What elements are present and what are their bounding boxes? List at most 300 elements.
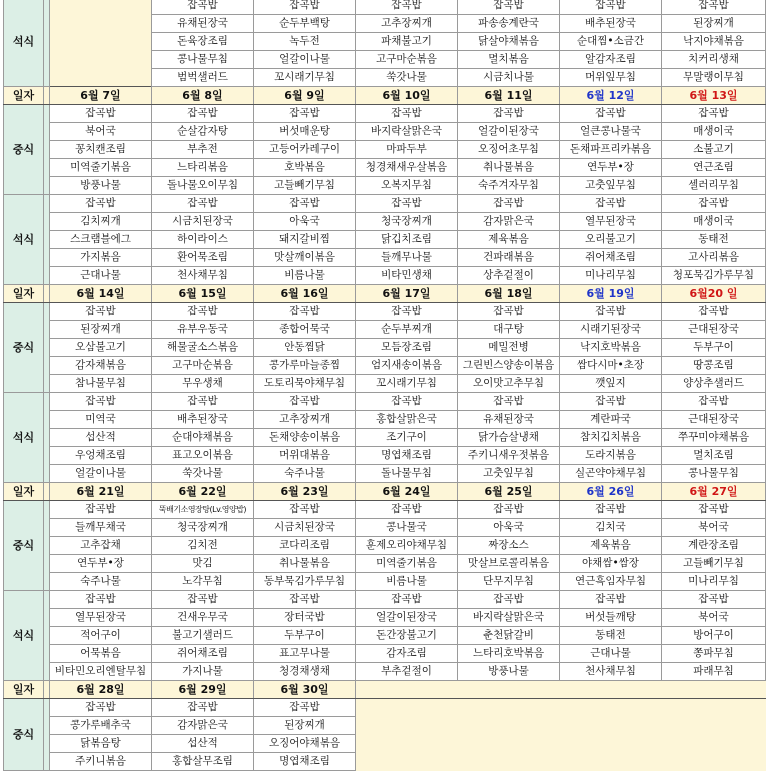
menu-item: 오리불고기 (560, 231, 662, 249)
menu-item: 잡곡밥 (560, 105, 662, 123)
menu-item: 잡곡밥 (458, 105, 560, 123)
menu-item: 버섯매운탕 (254, 123, 356, 141)
menu-item: 스크램블에그 (50, 231, 152, 249)
menu-item: 근대나물 (560, 645, 662, 663)
menu-item: 닭살야채볶음 (458, 33, 560, 51)
menu-row (4, 699, 766, 717)
menu-item: 주키니볶음 (50, 753, 152, 771)
menu-item: 잡곡밥 (254, 195, 356, 213)
menu-item: 얼갈이나물 (254, 51, 356, 69)
menu-item: 상추겉절이 (458, 267, 560, 285)
menu-item: 방어구이 (662, 627, 766, 645)
menu-item: 감자맑은국 (458, 213, 560, 231)
menu-item: 어묵볶음 (50, 645, 152, 663)
menu-item: 바지락살맑은국 (356, 123, 458, 141)
menu-item: 주키니새우젓볶음 (458, 447, 560, 465)
menu-row (4, 375, 766, 393)
date-cell: 6월 16일 (254, 285, 356, 303)
menu-item: 쥐어채조림 (560, 249, 662, 267)
menu-item: 계란파국 (560, 411, 662, 429)
menu-item: 청국장찌개 (152, 519, 254, 537)
menu-item: 느타리호박볶음 (458, 645, 560, 663)
menu-item: 두부구이 (662, 339, 766, 357)
menu-row (4, 159, 766, 177)
menu-item: 매생이국 (662, 213, 766, 231)
date-cell: 6월 29일 (152, 681, 254, 699)
menu-item: 알감자조림 (560, 51, 662, 69)
menu-item: 범벅샐러드 (152, 69, 254, 87)
menu-item: 고들빼기무침 (662, 555, 766, 573)
menu-item: 명엽채조림 (356, 447, 458, 465)
empty-cell (662, 717, 766, 735)
menu-item: 환어묵조림 (152, 249, 254, 267)
menu-row (4, 573, 766, 591)
date-cell: 6월 10일 (356, 87, 458, 105)
menu-item: 근대된장국 (662, 321, 766, 339)
menu-item: 잡곡밥 (50, 501, 152, 519)
menu-row (4, 69, 766, 87)
menu-item: 파래무침 (662, 663, 766, 681)
menu-item: 미역줄기볶음 (356, 555, 458, 573)
menu-item: 닭볶음탕 (50, 735, 152, 753)
empty-cell (50, 69, 152, 87)
menu-item: 열무된장국 (50, 609, 152, 627)
date-row (4, 681, 766, 699)
menu-item: 돼지갈비찜 (254, 231, 356, 249)
menu-item: 유채된장국 (458, 411, 560, 429)
menu-item: 잡곡밥 (662, 591, 766, 609)
date-cell: 6월 7일 (50, 87, 152, 105)
menu-item: 짜장소스 (458, 537, 560, 555)
date-cell: 6월 13일 (662, 87, 766, 105)
menu-item: 적어구이 (50, 627, 152, 645)
date-cell: 6월 30일 (254, 681, 356, 699)
menu-item: 미역줄기볶음 (50, 159, 152, 177)
menu-item: 잡곡밥 (356, 0, 458, 15)
date-cell: 6월 11일 (458, 87, 560, 105)
menu-item: 잡곡밥 (356, 393, 458, 411)
menu-item: 고추장찌개 (254, 411, 356, 429)
menu-item: 숙주나물 (50, 573, 152, 591)
menu-row (4, 249, 766, 267)
menu-item: 미나리무침 (560, 267, 662, 285)
menu-item: 얼갈이된장국 (458, 123, 560, 141)
menu-item: 잡곡밥 (356, 501, 458, 519)
menu-item: 홍합살맑은국 (356, 411, 458, 429)
menu-item: 아욱국 (254, 213, 356, 231)
empty-cell (356, 735, 458, 753)
menu-item: 불고기샐러드 (152, 627, 254, 645)
empty-cell (50, 15, 152, 33)
date-cell: 6월 27일 (662, 483, 766, 501)
empty-cell (662, 681, 766, 699)
date-row (4, 87, 766, 105)
menu-row (4, 267, 766, 285)
menu-item: 돈채양송이볶음 (254, 429, 356, 447)
menu-item: 잡곡밥 (356, 591, 458, 609)
menu-item: 춘천닭갈비 (458, 627, 560, 645)
menu-item: 무우생채 (152, 375, 254, 393)
menu-item: 잡곡밥 (560, 501, 662, 519)
menu-item: 배추된장국 (560, 15, 662, 33)
menu-row (4, 321, 766, 339)
menu-item: 멸치볶음 (458, 51, 560, 69)
menu-item: 근대된장국 (662, 411, 766, 429)
menu-row (4, 465, 766, 483)
menu-item: 천사채무침 (560, 663, 662, 681)
menu-item: 표고오이볶음 (152, 447, 254, 465)
menu-item: 들깨무채국 (50, 519, 152, 537)
menu-row (4, 357, 766, 375)
meal-label: 중식 (4, 699, 44, 771)
menu-item: 잡곡밥 (662, 0, 766, 15)
menu-item: 비름나물 (254, 267, 356, 285)
menu-item: 얼큰콩나물국 (560, 123, 662, 141)
menu-row (4, 303, 766, 321)
menu-item: 버섯들깨탕 (560, 609, 662, 627)
menu-item: 표고무나물 (254, 645, 356, 663)
menu-item: 순대야채볶음 (152, 429, 254, 447)
menu-item: 메밀전병 (458, 339, 560, 357)
empty-cell (560, 699, 662, 717)
menu-item: 된장찌개 (662, 15, 766, 33)
menu-item: 순두부백탕 (254, 15, 356, 33)
menu-item: 쫑파무침 (662, 645, 766, 663)
menu-item: 야채쌈•쌈장 (560, 555, 662, 573)
menu-item: 동태전 (560, 627, 662, 645)
menu-item: 코다리조림 (254, 537, 356, 555)
meal-label: 중식 (4, 501, 44, 591)
menu-item: 청국장찌개 (356, 213, 458, 231)
date-row-label: 일자 (4, 87, 44, 105)
menu-item: 쑥갓나물 (152, 465, 254, 483)
menu-item: 미나리무침 (662, 573, 766, 591)
menu-item: 된장찌개 (50, 321, 152, 339)
menu-row (4, 537, 766, 555)
menu-item: 셀러리무침 (662, 177, 766, 195)
menu-item: 가지볶음 (50, 249, 152, 267)
menu-item: 콩나물국 (356, 519, 458, 537)
menu-item: 잡곡밥 (50, 393, 152, 411)
menu-item: 잡곡밥 (662, 195, 766, 213)
menu-item: 부추겉절이 (356, 663, 458, 681)
menu-item: 오복지무침 (356, 177, 458, 195)
menu-item: 가지나물 (152, 663, 254, 681)
meal-label: 석식 (4, 591, 44, 681)
menu-item: 머위잎무침 (560, 69, 662, 87)
menu-row (4, 195, 766, 213)
menu-item: 하이라이스 (152, 231, 254, 249)
menu-item: 느타리볶음 (152, 159, 254, 177)
empty-cell (356, 699, 458, 717)
menu-item: 김치국 (560, 519, 662, 537)
menu-item: 청경채새우살볶음 (356, 159, 458, 177)
date-row-label: 일자 (4, 285, 44, 303)
menu-item: 비름나물 (356, 573, 458, 591)
menu-item: 뚝배기소영장탕(Lv.영양밥) (152, 501, 254, 519)
date-cell: 6월 23일 (254, 483, 356, 501)
meal-label: 중식 (4, 105, 44, 195)
menu-item: 잡곡밥 (458, 303, 560, 321)
menu-item: 얼갈이된장국 (356, 609, 458, 627)
menu-item: 참나물무침 (50, 375, 152, 393)
menu-item: 잡곡밥 (254, 393, 356, 411)
menu-item: 낙지야채볶음 (662, 33, 766, 51)
menu-item: 순대찜•소금간 (560, 33, 662, 51)
empty-cell (356, 717, 458, 735)
menu-item: 단무지무침 (458, 573, 560, 591)
menu-item: 장터국밥 (254, 609, 356, 627)
menu-item: 잡곡밥 (254, 105, 356, 123)
menu-item: 오징어야채볶음 (254, 735, 356, 753)
menu-row (4, 591, 766, 609)
menu-item: 청경채생채 (254, 663, 356, 681)
menu-item: 실곤약야채무침 (560, 465, 662, 483)
menu-item: 쭈꾸미야채볶음 (662, 429, 766, 447)
menu-item: 콩가루배추국 (50, 717, 152, 735)
menu-item: 된장찌개 (254, 717, 356, 735)
menu-item: 열무된장국 (560, 213, 662, 231)
menu-item: 방풍나물 (458, 663, 560, 681)
meal-label: 석식 (4, 393, 44, 483)
menu-item: 콩가루마늘종찜 (254, 357, 356, 375)
menu-item: 고사리볶음 (662, 249, 766, 267)
menu-item: 맛김 (152, 555, 254, 573)
menu-row (4, 33, 766, 51)
date-cell: 6월 21일 (50, 483, 152, 501)
menu-item: 잡곡밥 (152, 105, 254, 123)
menu-row (4, 213, 766, 231)
menu-item: 도토리묵야채무침 (254, 375, 356, 393)
menu-item: 동부묵김가루무침 (254, 573, 356, 591)
menu-row (4, 141, 766, 159)
menu-item: 북어국 (662, 519, 766, 537)
menu-item: 방풍나물 (50, 177, 152, 195)
empty-cell (458, 717, 560, 735)
menu-item: 아욱국 (458, 519, 560, 537)
menu-row (4, 555, 766, 573)
empty-cell (662, 735, 766, 753)
menu-item: 파송송계란국 (458, 15, 560, 33)
menu-item: 잡곡밥 (254, 699, 356, 717)
menu-item: 녹두전 (254, 33, 356, 51)
meal-label: 석식 (4, 195, 44, 285)
menu-item: 잡곡밥 (458, 591, 560, 609)
menu-item: 꼬시래기무침 (254, 69, 356, 87)
menu-item: 고추잡채 (50, 537, 152, 555)
menu-item: 잡곡밥 (50, 105, 152, 123)
menu-item: 잡곡밥 (356, 195, 458, 213)
menu-item: 고구마순볶음 (152, 357, 254, 375)
menu-item: 해물굴소스볶음 (152, 339, 254, 357)
menu-item: 동태전 (662, 231, 766, 249)
empty-cell (458, 735, 560, 753)
menu-row (4, 105, 766, 123)
menu-item: 김치찌개 (50, 213, 152, 231)
menu-row (4, 447, 766, 465)
menu-item: 무말랭이무침 (662, 69, 766, 87)
menu-item: 숙주겨자무침 (458, 177, 560, 195)
empty-cell (458, 699, 560, 717)
empty-cell (50, 33, 152, 51)
date-row-label: 일자 (4, 681, 44, 699)
menu-item: 매생이국 (662, 123, 766, 141)
date-cell: 6월20 일 (662, 285, 766, 303)
menu-item: 돈채파프리카볶음 (560, 141, 662, 159)
menu-item: 참치깁치볶음 (560, 429, 662, 447)
menu-item: 닭가슴살냉채 (458, 429, 560, 447)
date-row-label: 일자 (4, 483, 44, 501)
menu-row (4, 717, 766, 735)
menu-item: 연두부•장 (560, 159, 662, 177)
date-cell: 6월 9일 (254, 87, 356, 105)
menu-item: 호박볶음 (254, 159, 356, 177)
menu-item: 잡곡밥 (50, 195, 152, 213)
date-row (4, 285, 766, 303)
menu-item: 잡곡밥 (662, 105, 766, 123)
menu-row (4, 735, 766, 753)
meal-label: 중식 (4, 303, 44, 393)
menu-item: 섭산적 (50, 429, 152, 447)
meal-plan (3, 0, 765, 771)
menu-item: 모듬장조림 (356, 339, 458, 357)
date-cell: 6월 18일 (458, 285, 560, 303)
menu-item: 두부구이 (254, 627, 356, 645)
menu-item: 얼갈이나물 (50, 465, 152, 483)
date-cell: 6월 14일 (50, 285, 152, 303)
menu-item: 취나물볶음 (254, 555, 356, 573)
menu-item: 섭산적 (152, 735, 254, 753)
menu-item: 잡곡밥 (662, 393, 766, 411)
date-cell: 6월 28일 (50, 681, 152, 699)
empty-cell (50, 0, 152, 15)
date-cell: 6월 24일 (356, 483, 458, 501)
menu-item: 시금치된장국 (152, 213, 254, 231)
menu-item: 잡곡밥 (458, 393, 560, 411)
menu-item: 땅콩조림 (662, 357, 766, 375)
menu-item: 훈제오리야채무침 (356, 537, 458, 555)
menu-item: 쌈다시마•초장 (560, 357, 662, 375)
menu-item: 건새우무국 (152, 609, 254, 627)
menu-item: 제육볶음 (458, 231, 560, 249)
menu-row (4, 0, 766, 15)
menu-item: 잡곡밥 (662, 303, 766, 321)
menu-item: 미역국 (50, 411, 152, 429)
menu-item: 연근흑임자무침 (560, 573, 662, 591)
menu-item: 돈간장불고기 (356, 627, 458, 645)
menu-item: 멸치조림 (662, 447, 766, 465)
menu-item: 잡곡밥 (560, 195, 662, 213)
empty-cell (560, 681, 662, 699)
menu-item: 잡곡밥 (458, 195, 560, 213)
menu-row (4, 231, 766, 249)
menu-item: 북어국 (662, 609, 766, 627)
menu-item: 낙지호박볶음 (560, 339, 662, 357)
menu-item: 바지락살맑은국 (458, 609, 560, 627)
menu-row (4, 411, 766, 429)
menu-item: 잡곡밥 (356, 105, 458, 123)
menu-row (4, 177, 766, 195)
menu-item: 잡곡밥 (662, 501, 766, 519)
menu-item: 시금치나물 (458, 69, 560, 87)
date-cell: 6월 15일 (152, 285, 254, 303)
menu-row (4, 627, 766, 645)
menu-item: 취나물볶음 (458, 159, 560, 177)
empty-cell (50, 51, 152, 69)
menu-item: 청포묵김가루무침 (662, 267, 766, 285)
menu-item: 꼬시래기무침 (356, 375, 458, 393)
menu-item: 순살감자탕 (152, 123, 254, 141)
menu-item: 잡곡밥 (50, 591, 152, 609)
menu-item: 엄지새송이볶음 (356, 357, 458, 375)
menu-item: 부추전 (152, 141, 254, 159)
menu-item: 콩나물무침 (662, 465, 766, 483)
menu-item: 잡곡밥 (254, 501, 356, 519)
menu-row (4, 519, 766, 537)
menu-item: 잡곡밥 (458, 501, 560, 519)
menu-item: 배추된장국 (152, 411, 254, 429)
menu-item: 연근조림 (662, 159, 766, 177)
menu-item: 잡곡밥 (152, 591, 254, 609)
meal-label: 석식 (4, 0, 44, 87)
menu-item: 맛살브로콜리볶음 (458, 555, 560, 573)
menu-item: 콩나물무침 (152, 51, 254, 69)
menu-item: 깻잎지 (560, 375, 662, 393)
empty-cell (356, 681, 458, 699)
menu-item: 양상추샐러드 (662, 375, 766, 393)
date-cell: 6월 26일 (560, 483, 662, 501)
empty-cell (662, 699, 766, 717)
menu-item: 노각무침 (152, 573, 254, 591)
menu-item: 천사채무침 (152, 267, 254, 285)
menu-item: 잡곡밥 (152, 0, 254, 15)
menu-item: 그린빈스양송이볶음 (458, 357, 560, 375)
menu-item: 감자조림 (356, 645, 458, 663)
menu-item: 쑥갓나물 (356, 69, 458, 87)
menu-item: 쥐어채조림 (152, 645, 254, 663)
menu-item: 김치전 (152, 537, 254, 555)
menu-row (4, 339, 766, 357)
menu-item: 맛살깨이볶음 (254, 249, 356, 267)
menu-item: 비타민오리엔탈무침 (50, 663, 152, 681)
menu-item: 시금치된장국 (254, 519, 356, 537)
menu-item: 홍합살무조림 (152, 753, 254, 771)
date-cell: 6월 17일 (356, 285, 458, 303)
menu-item: 잡곡밥 (254, 303, 356, 321)
menu-item: 잡곡밥 (458, 0, 560, 15)
menu-item: 잡곡밥 (560, 591, 662, 609)
menu-item: 북어국 (50, 123, 152, 141)
menu-item: 유채된장국 (152, 15, 254, 33)
menu-item: 고구마순볶음 (356, 51, 458, 69)
empty-cell (560, 717, 662, 735)
menu-row (4, 501, 766, 519)
menu-item: 잡곡밥 (560, 303, 662, 321)
menu-item: 잡곡밥 (254, 0, 356, 15)
menu-item: 감자맑은국 (152, 717, 254, 735)
menu-item: 마파두부 (356, 141, 458, 159)
menu-row (4, 393, 766, 411)
menu-row (4, 663, 766, 681)
menu-row (4, 609, 766, 627)
menu-item: 잡곡밥 (254, 591, 356, 609)
menu-item: 돌나물무침 (356, 465, 458, 483)
menu-item: 잡곡밥 (560, 0, 662, 15)
menu-item: 숙주나물 (254, 465, 356, 483)
menu-item: 건파래볶음 (458, 249, 560, 267)
menu-item: 소불고기 (662, 141, 766, 159)
menu-item: 잡곡밥 (50, 303, 152, 321)
